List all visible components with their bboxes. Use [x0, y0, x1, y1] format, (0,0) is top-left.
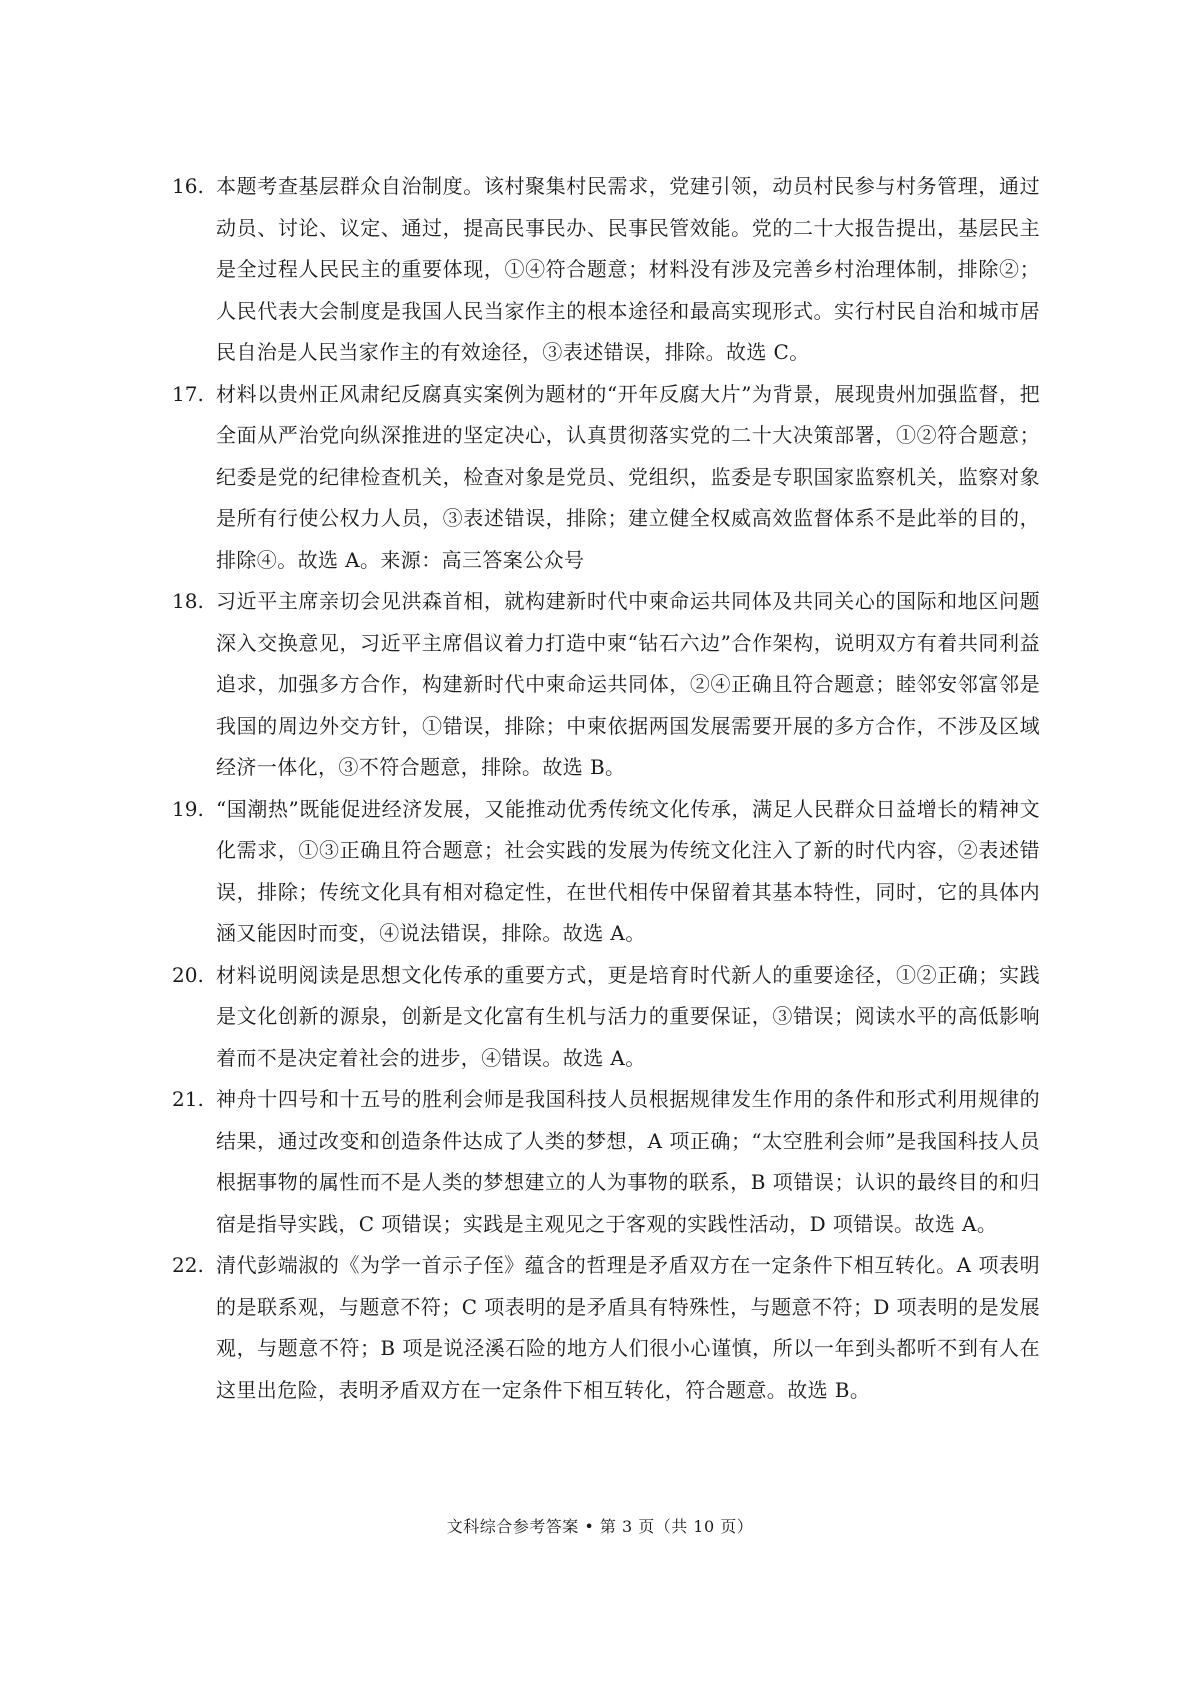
answer-item-20: [172, 955, 1040, 1080]
item-text: “国潮热”既能促进经济发展，又能推动优秀传统文化传承，满足人民群众日益增长的精神文化需求，①③正确且符合题意；社会实践的发展为传统文化注入了新的时代内容，②表述错误，排除；传统文化具有相对稳定性，在世代相传中保留着其基本特性，同时，它的具体内涵又能因时而变，④说法错误，排除。故选 A。: [216, 796, 1040, 945]
item-text: 材料以贵州正风肃纪反腐真实案例为题材的“开年反腐大片”为背景，展现贵州加强监督，把全面从严治党向纵深推进的坚定决心，认真贯彻落实党的二十大决策部署，①②符合题意；纪委是党的纪律检查机关，检查对象是党员、党组织，监委是专职国家监察机关，监察对象是所有行使公权力人员，③表述错误，排除；建立健全权威高效监督体系不是此举的目的，排除④。故选 A。来源：高三答案公众号: [216, 381, 1040, 572]
item-number: 18.: [172, 589, 204, 613]
answer-list: [172, 166, 1040, 1411]
item-number: 20.: [172, 962, 204, 987]
item-text: 本题考查基层群众自治制度。该村聚集村民需求，党建引领，动员村民参与村务管理，通过动员、讨论、议定、通过，提高民事民办、民事民管效能。党的二十大报告提出，基层民主是全过程人民民主的重要体现，①④符合题意；材料没有涉及完善乡村治理体制，排除②；人民代表大会制度是我国人民当家作主的根本途径和最高实现形式。实行村民自治和城市居民自治是人民当家作主的有效途径，③表述错误，排除。故选 C。: [216, 174, 1040, 364]
item-text: 神舟十四号和十五号的胜利会师是我国科技人员根据规律发生作用的条件和形式利用规律的结果，通过改变和创造条件达成了人类的梦想，A 项正确；“太空胜利会师”是我国科技人员根据事物的属性而不是人类的梦想建立的人为事物的联系，B 项错误；认识的最终目的和归宿是指导实践，C 项错误；实践是主观见之于客观的实践性活动，D 项错误。故选 A。: [216, 1087, 1040, 1236]
item-number: 19.: [172, 796, 204, 821]
answer-item-19: [172, 789, 1040, 955]
item-text: 习近平主席亲切会见洪森首相，就构建新时代中柬命运共同体及共同关心的国际和地区问题深入交换意见，习近平主席倡议着力打造中柬“钻石六边”合作架构，说明双方有着共同利益追求，加强多方合作，构建新时代中柬命运共同体，②④正确且符合题意；睦邻安邻富邻是我国的周边外交方针，①错误，排除；中柬依据两国发展需要开展的多方合作，不涉及区域经济一体化，③不符合题意，排除。故选 B。: [216, 589, 1040, 779]
answer-item-17: [172, 374, 1040, 582]
answer-item-22: [172, 1245, 1040, 1411]
item-text: 清代彭端淑的《为学一首示子侄》蕴含的哲理是矛盾双方在一定条件下相互转化。A 项表明的是联系观，与题意不符；C 项表明的是矛盾具有特殊性，与题意不符；D 项表明的是发展观，与题意不符；B 项是说泾溪石险的地方人们很小心谨慎，所以一年到头都听不到有人在这里出危险，表明矛盾双方在一定条件下相互转化，符合题意。故选 B。: [216, 1253, 1040, 1402]
answer-item-21: [172, 1079, 1040, 1245]
item-text: 材料说明阅读是思想文化传承的重要方式，更是培育时代新人的重要途径，①②正确；实践是文化创新的源泉，创新是文化富有生机与活力的重要保证，③错误；阅读水平的高低影响着而不是决定着社会的进步，④错误。故选 A。: [216, 962, 1040, 1070]
page-footer: 文科综合参考答案 • 第 3 页（共 10 页）: [446, 1517, 754, 1536]
answer-item-16: [172, 166, 1040, 374]
item-number: 17.: [172, 381, 204, 406]
answer-item-18: [172, 581, 1040, 789]
item-number: 21.: [172, 1087, 204, 1111]
item-number: 16.: [172, 174, 204, 198]
item-number: 22.: [172, 1253, 204, 1277]
